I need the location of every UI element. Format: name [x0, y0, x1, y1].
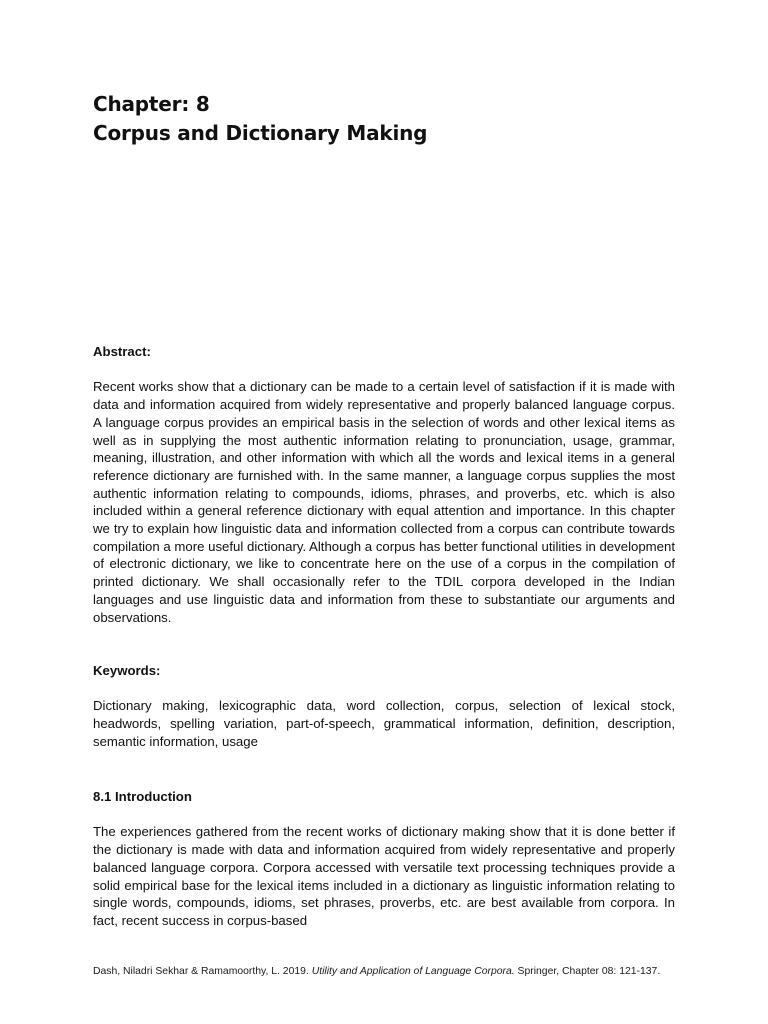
keywords-section: [93, 662, 675, 751]
citation-footer: [93, 965, 675, 978]
footer-book-title: Utility and Application of Language Corpora.: [311, 966, 515, 977]
chapter-title: [93, 90, 427, 148]
keywords-text: Dictionary making, lexicographic data, word collection, corpus, selection of lexical stock, headwords, spelling variation, part-of-speech, grammatical information, definition, description, semantic information, usage: [93, 698, 675, 749]
abstract-text: Recent works show that a dictionary can be made to a certain level of satisfaction if it is made with data and information acquired from widely representative and properly balanced language corpus. A language corpus provides an empirical basis in the selection of words and other lexical items as well as in supplying the most authentic information relating to pronunciation, usage, grammar, meaning, illustration, and other information with which all the words and lexical items in a general reference dictionary are furnished with. In the same manner, a language corpus supplies the most authentic information relating to compounds, idioms, phrases, and proverbs, etc. which is also included within a general reference dictionary with equal attention and importance. In this chapter we try to explain how linguistic data and information collected from a corpus can contribute towards compilation a more useful dictionary. Although a corpus has better functional utilities in development of electronic dictionary, we like to concentrate here on the use of a corpus in the compilation of printed dictionary. We shall occasionally refer to the TDIL corpora developed in the Indian languages and use linguistic data and information from these to substantiate our arguments and observations.: [93, 379, 675, 625]
introduction-section: [93, 788, 675, 930]
chapter-number: Chapter: 8: [93, 92, 210, 116]
footer-publisher: Springer, Chapter 08: 121-137.: [517, 966, 661, 977]
abstract-section: [93, 343, 675, 626]
keywords-heading: Keywords:: [93, 663, 161, 678]
chapter-name: Corpus and Dictionary Making: [93, 121, 428, 145]
introduction-text: The experiences gathered from the recent works of dictionary making show that it is done better if the dictionary is made with data and information acquired from widely representative and properly balanced language corpora. Corpora accessed with versatile text processing techniques provide a solid empirical base for the lexical items included in a dictionary as linguistic information relating to single words, compounds, idioms, set phrases, proverbs, etc. are best available from corpora. In fact, recent success in corpus-based: [93, 824, 675, 928]
introduction-heading: 8.1 Introduction: [93, 789, 192, 804]
abstract-heading: Abstract:: [93, 344, 151, 359]
footer-authors: Dash, Niladri Sekhar & Ramamoorthy, L. 2019.: [93, 966, 309, 977]
